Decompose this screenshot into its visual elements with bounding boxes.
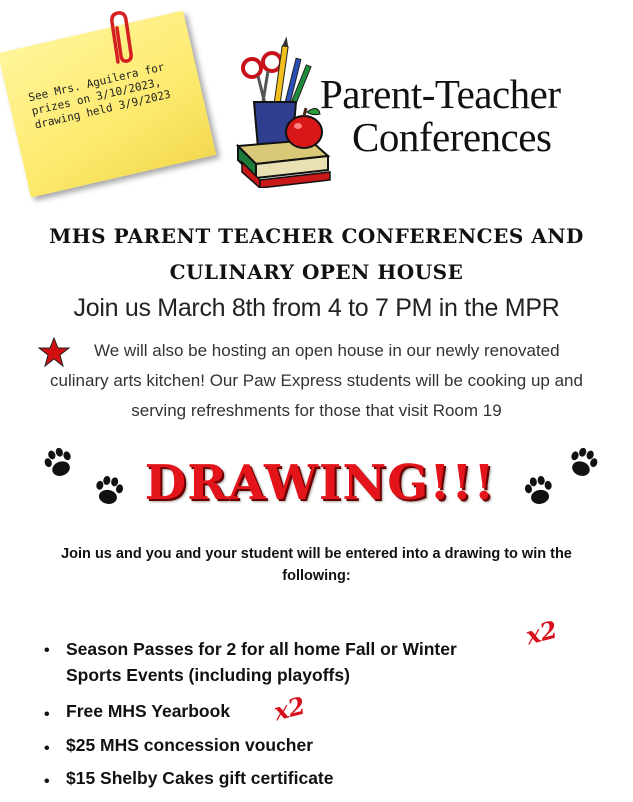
prize-item-line: Sports Events (including playoffs) [66,665,350,685]
star-icon [38,337,70,367]
headline-line2: CULINARY OPEN HOUSE [169,260,464,284]
sticky-note-text: See Mrs. Aguilera for prizes on 3/10/2023, drawing held 3/9/2023 [27,60,172,132]
open-house-line2: culinary arts kitchen! Our Paw Express students will be cooking up and [50,371,583,390]
school-supplies-icon [232,28,332,188]
logo-title-line2: Conferences [352,114,552,160]
paw-print-icon [42,446,76,480]
multiplier-badge: x2 [270,690,309,727]
multiplier-badge: x2 [522,614,561,651]
paw-print-icon [566,446,600,480]
drawing-intro-line2: following: [282,568,351,584]
bullet-icon: • [44,706,50,723]
open-house-line3: serving refreshments for those that visit Room 19 [131,401,502,420]
bullet-icon: • [44,773,50,790]
open-house-line1: We will also be hosting an open house in our newly renovated [94,341,560,360]
paperclip-icon [104,10,144,68]
bullet-icon: • [44,642,50,659]
event-subheading: Join us March 8th from 4 to 7 PM in the MPR [73,294,560,322]
prize-item-gift-certificate: $15 Shelby Cakes gift certificate [66,768,334,788]
drawing-intro-line1: Join us and you and your student will be entered into a drawing to win the [61,546,572,562]
prize-item-line: Season Passes for 2 for all home Fall or Winter [66,639,457,659]
logo-title-line1: Parent-Teacher [320,71,561,117]
drawing-banner: DRAWING!!! [144,455,496,511]
prize-item-concession: $25 MHS concession voucher [66,735,314,755]
prize-item-season-passes [66,636,457,688]
headline-line1: MHS PARENT TEACHER CONFERENCES AND [49,224,584,248]
prize-item-yearbook: Free MHS Yearbook [66,701,231,721]
drawing-intro [30,543,603,587]
bullet-icon: • [44,740,50,757]
paw-print-icon [522,474,556,508]
